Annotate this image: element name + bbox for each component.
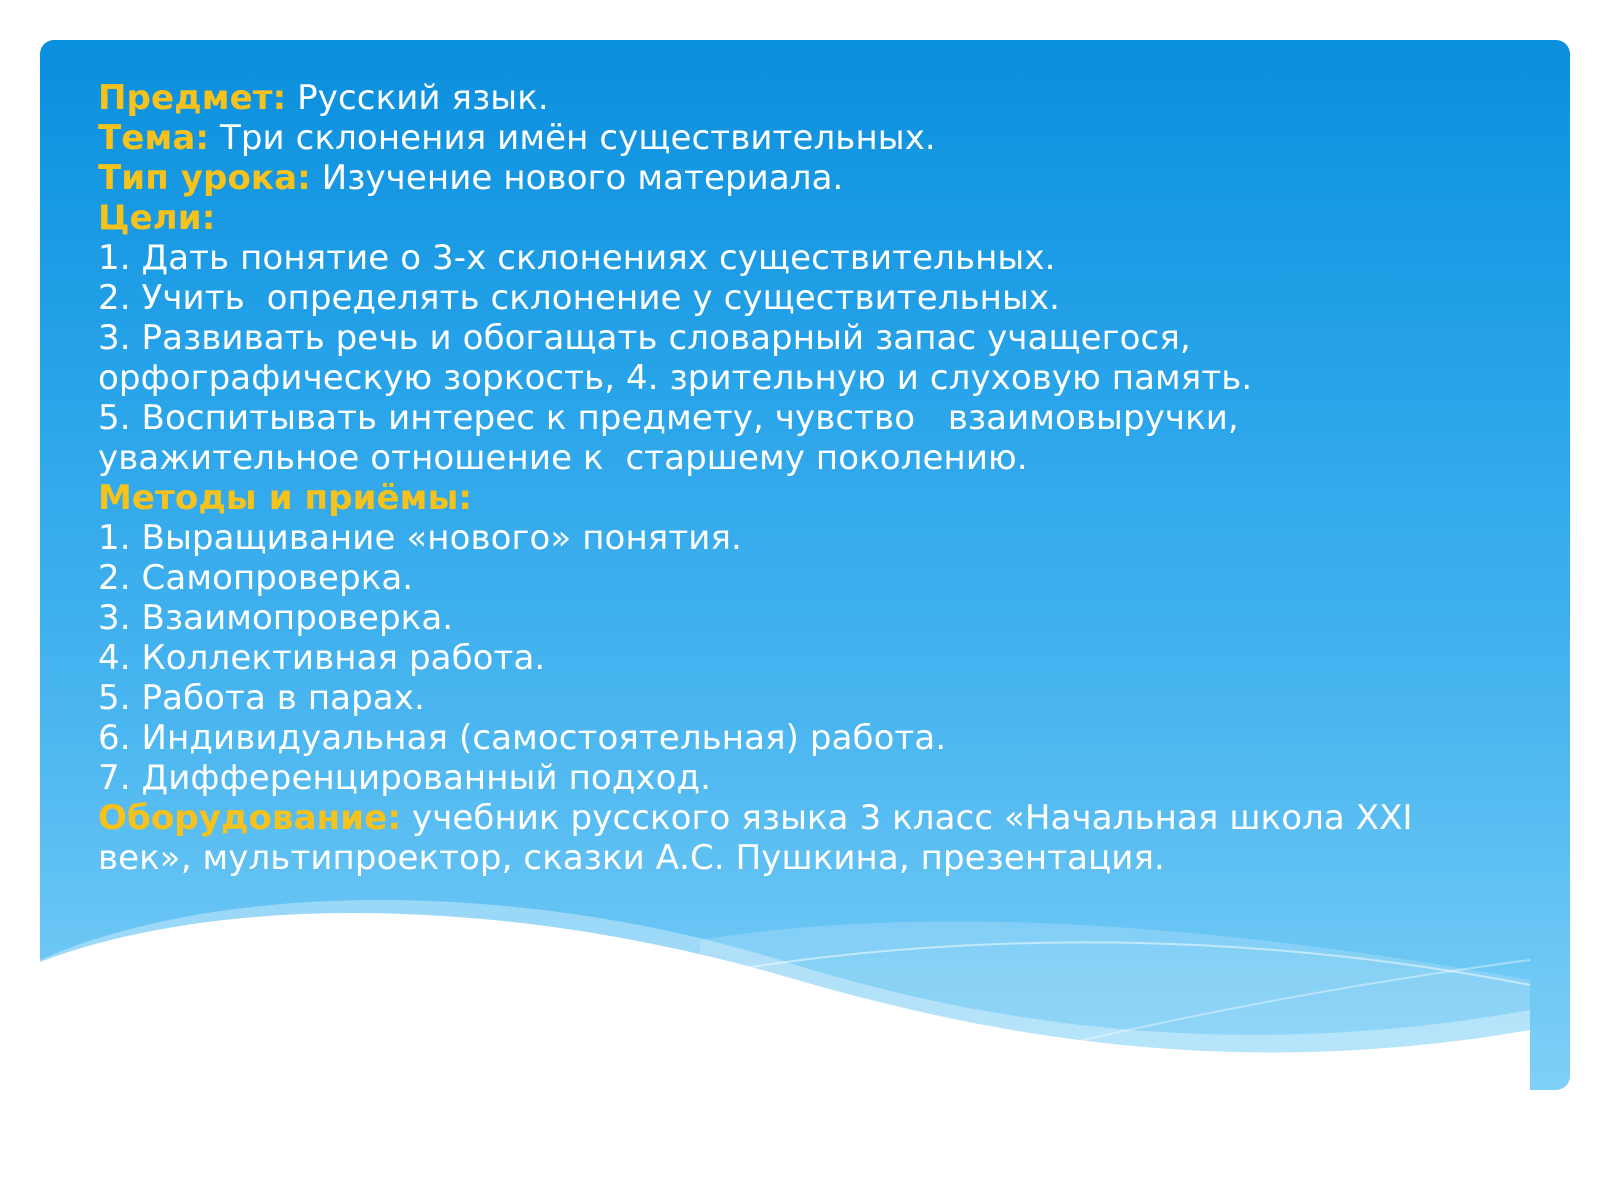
method-item: 2. Самопроверка. <box>98 558 414 598</box>
subject-label: Предмет: <box>98 78 287 118</box>
lesson-type-label: Тип урока: <box>98 158 311 198</box>
equipment-line <box>98 798 1478 878</box>
method-item: 4. Коллективная работа. <box>98 638 546 678</box>
goal-item: уважительное отношение к старшему поколению. <box>98 438 1028 478</box>
methods-heading: Методы и приёмы: <box>98 478 473 518</box>
topic-line <box>98 118 1478 158</box>
method-item: 3. Взаимопроверка. <box>98 598 454 638</box>
lesson-type-value: Изучение нового материала. <box>310 158 844 198</box>
goals-heading: Цели: <box>98 198 216 238</box>
equipment-label: Оборудование: <box>98 798 402 838</box>
method-item: 6. Индивидуальная (самостоятельная) работа. <box>98 718 947 758</box>
topic-value: Три склонения имён существительных. <box>209 118 936 158</box>
method-item: 1. Выращивание «нового» понятия. <box>98 518 742 558</box>
method-item: 7. Дифференцированный подход. <box>98 758 712 798</box>
goal-item: 1. Дать понятие о 3-х склонениях существительных. <box>98 238 1056 278</box>
goal-item: 2. Учить определять склонение у существительных. <box>98 278 1061 318</box>
subject-line <box>98 78 1478 118</box>
goal-item: 3. Развивать речь и обогащать словарный запас учащегося, <box>98 318 1191 358</box>
goal-item: орфографическую зоркость, 4. зрительную и слуховую память. <box>98 358 1253 398</box>
lesson-type-line <box>98 158 1478 198</box>
goal-item: 5. Воспитывать интерес к предмету, чувство взаимовыручки, <box>98 398 1239 438</box>
topic-label: Тема: <box>98 118 210 158</box>
method-item: 5. Работа в парах. <box>98 678 425 718</box>
equipment-value: учебник русского языка 3 класс «Начальная школа XXI век», мультипроектор, сказки А.С. Пушкина, презентация. <box>98 798 1413 878</box>
subject-value: Русский язык. <box>286 78 549 118</box>
lesson-plan-text <box>98 78 1478 878</box>
